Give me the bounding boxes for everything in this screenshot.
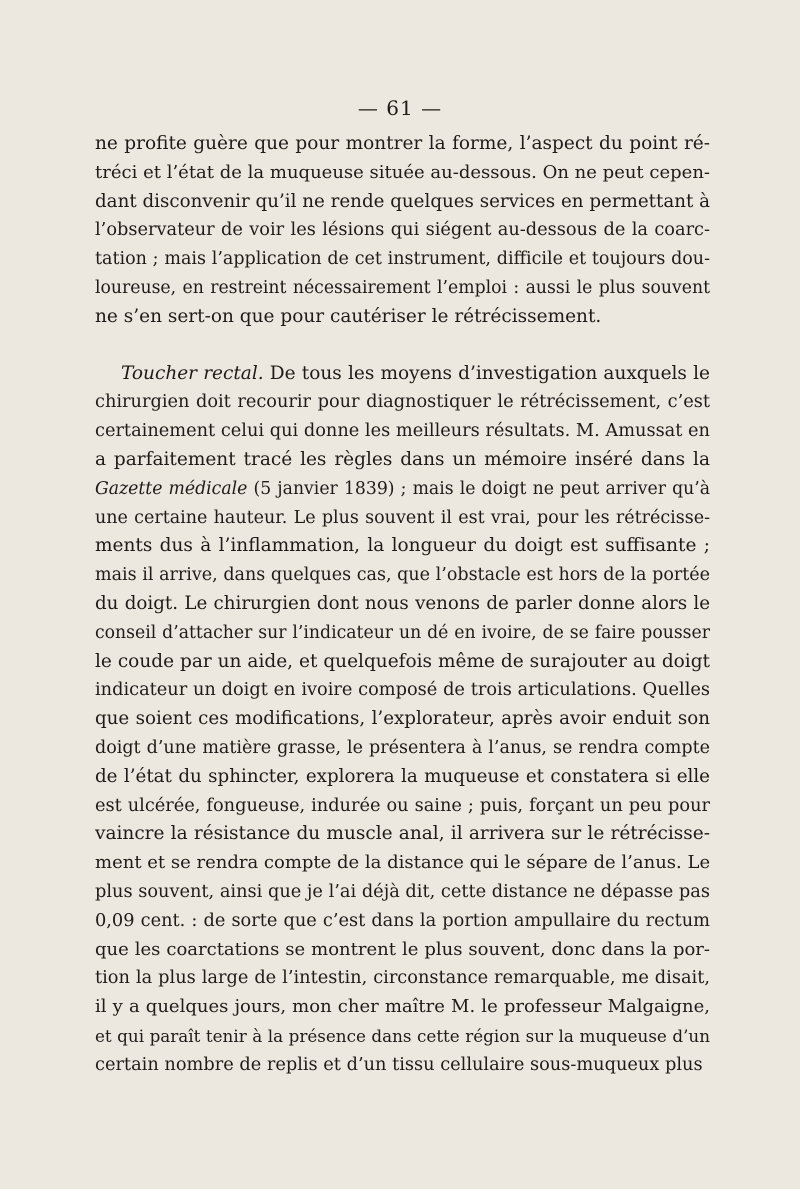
paragraph-2 [95, 360, 710, 1080]
text-line: de l’état du sphincter, explorera la muqueuse et constatera si elle [95, 765, 710, 787]
text-line: vaincre la résistance du muscle anal, il arrivera sur le rétrécisse- [95, 823, 710, 845]
body-text [95, 130, 710, 1080]
text-line: que soient ces modifications, l’explorateur, après avoir enduit son [95, 708, 710, 730]
text-line: plus souvent, ainsi que je l’ai déjà dit, cette distance ne dépasse pas [95, 881, 710, 902]
text-line: chirurgien doit recourir pour diagnostiquer le rétrécissement, c’est [95, 392, 710, 413]
text-line: certainement celui qui donne les meilleurs résultats. M. Amussat en [95, 421, 710, 442]
text-line: ne s’en sert-on que pour cautériser le rétrécissement. [95, 305, 602, 327]
text-line [95, 475, 710, 504]
text-line: est ulcérée, fongueuse, indurée ou saine ; puis, forçant un peu pour [95, 795, 710, 816]
heading-continuation: De tous les moyens d’investigation auxquels le [263, 362, 710, 384]
text-line: ment et se rendra compte de la distance qui le sépare de l’anus. Le [95, 852, 711, 874]
text-line: que les coarctations se montrent le plus souvent, donc dans la por- [95, 938, 710, 960]
text-line: l’observateur de voir les lésions qui siégent au-dessous de la coarc- [95, 220, 710, 241]
text-line: conseil d’attacher sur l’indicateur un dé en ivoire, de se faire pousser [95, 622, 710, 643]
text-line: doigt d’une matière grasse, le présentera à l’anus, se rendra compte [95, 737, 710, 758]
text-line: ne profite guère que pour montrer la forme, l’aspect du point ré- [95, 133, 710, 154]
text-line: a parfaitement tracé les règles dans un mémoire inséré dans la [95, 448, 710, 470]
text-line: 0,09 cent. : de sorte que c’est dans la portion ampullaire du rectum [95, 910, 710, 931]
text-line: dant disconvenir qu’il ne rende quelques services en permettant à [95, 190, 710, 212]
text-line: du doigt. Le chirurgien dont nous venons de parler donne alors le [95, 592, 710, 614]
paragraph-1 [95, 130, 710, 332]
text-line: tréci et l’état de la muqueuse située au-dessous. On ne peut cepen- [95, 161, 710, 183]
text-line: tion la plus large de l’intestin, circonstance remarquable, me disait, [95, 968, 710, 989]
text-line [95, 360, 710, 389]
journal-continuation: (5 janvier 1839) ; mais le doigt ne peut arriver qu’à [247, 478, 710, 499]
section-heading: Toucher rectal. [121, 362, 264, 384]
journal-title: Gazette médicale [95, 478, 248, 499]
text-line: mais il arrive, dans quelques cas, que l’obstacle est hors de la portée [95, 565, 710, 586]
page-number: — 61 — [357, 96, 443, 120]
paragraph-gap [95, 332, 710, 360]
text-line: certain nombre de replis et d’un tissu cellulaire sous-muqueux plus [95, 1054, 703, 1075]
text-line: une certaine hauteur. Le plus souvent il est vrai, pour les rétrécisse- [95, 507, 710, 528]
text-line: il y a quelques jours, mon cher maître M. le professeur Malgaigne, [95, 996, 710, 1018]
text-line: ments dus à l’inflammation, la longueur du doigt est suffisante ; [95, 535, 710, 557]
text-line: tation ; mais l’application de cet instrument, difficile et toujours dou- [95, 249, 710, 270]
text-line: et qui paraît tenir à la présence dans cette région sur la muqueuse d’un [95, 1025, 710, 1046]
text-line: loureuse, en restreint nécessairement l’emploi : aussi le plus souvent [95, 277, 710, 298]
text-line: le coude par un aide, et quelquefois même de surajouter au doigt [95, 650, 710, 672]
text-line: indicateur un doigt en ivoire composé de trois articulations. Quelles [95, 680, 710, 701]
